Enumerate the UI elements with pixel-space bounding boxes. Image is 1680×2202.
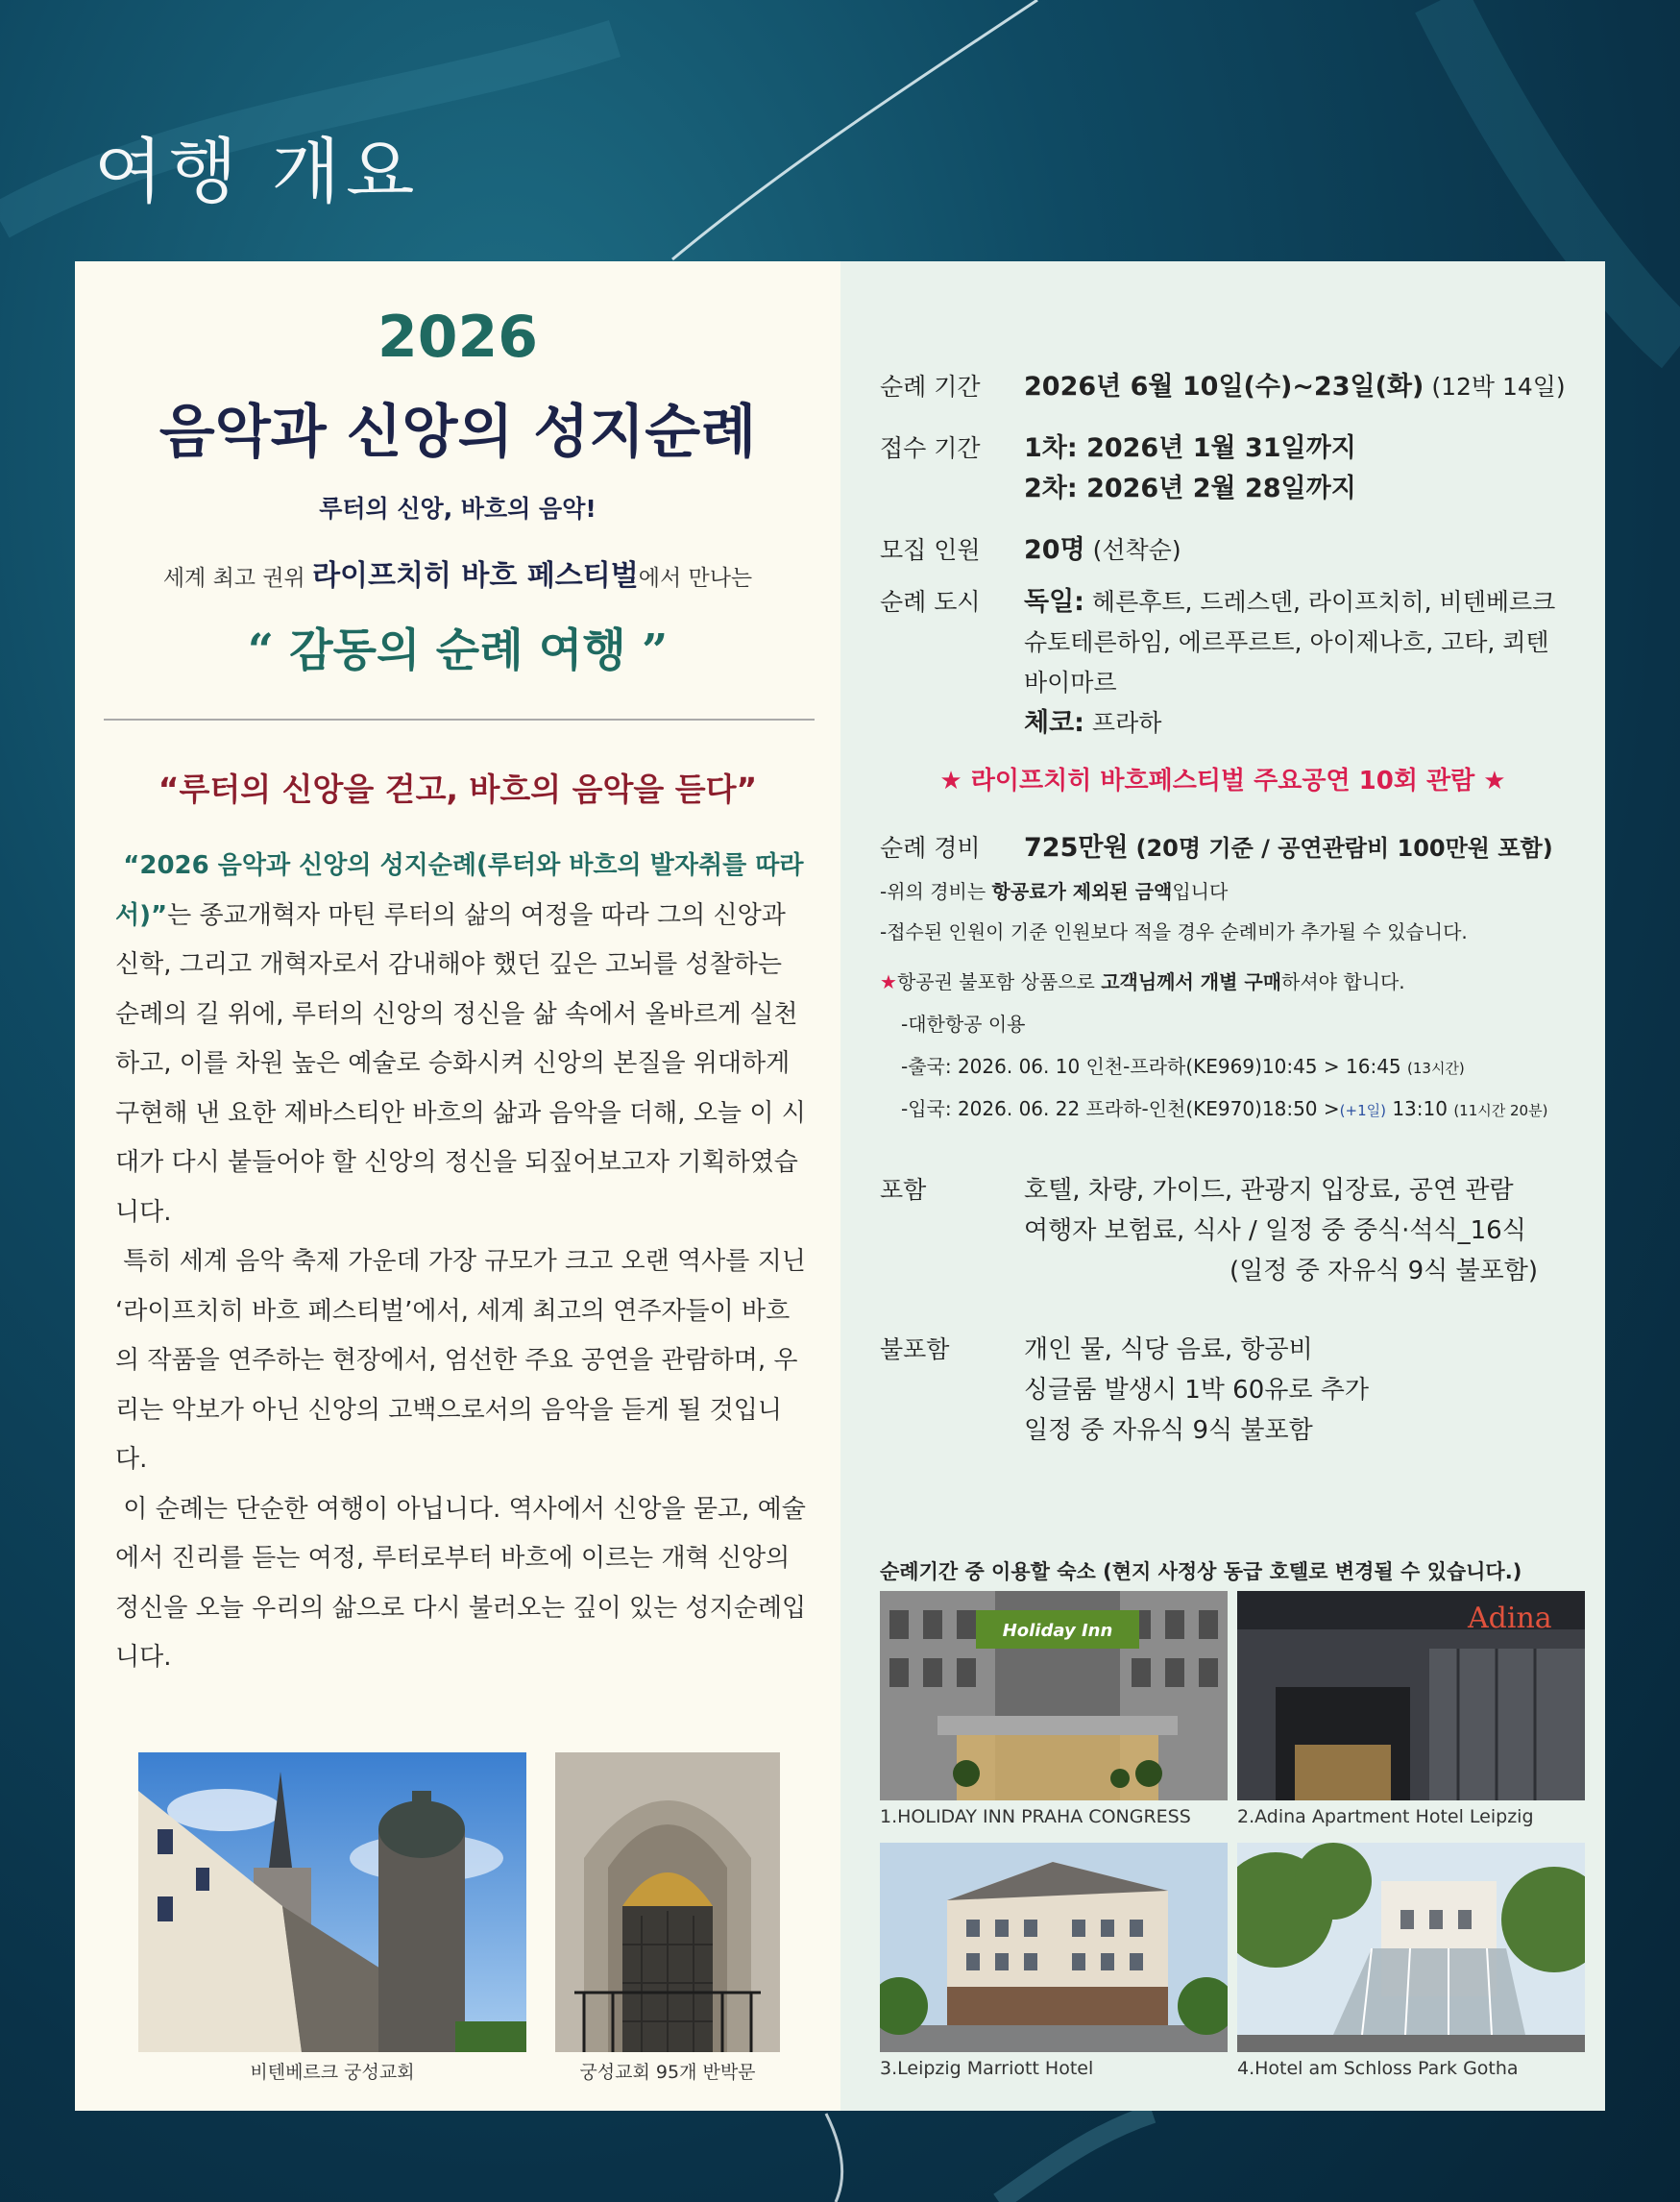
hotel-2-caption: 2.Adina Apartment Hotel Leipzig <box>1237 1806 1534 1827</box>
registration-label: 접수 기간 <box>880 434 981 462</box>
tagline: 루터의 신앙, 바흐의 음악! <box>319 495 597 523</box>
included-line-1: 호텔, 차량, 가이드, 관광지 입장료, 공연 관람 <box>1024 1176 1514 1205</box>
included-line-3: (일정 중 자유식 9식 불포함) <box>1230 1257 1539 1285</box>
cost-note: (20명 기준 / 공연관람비 100만원 포함) <box>1135 835 1553 862</box>
inbound-arrival: 13:10 <box>1385 1097 1448 1120</box>
inbound-route: -입국: 2026. 06. 22 프라하-인천(KE970) <box>901 1097 1262 1120</box>
inbound-flight <box>901 1093 1547 1121</box>
hotel-4-photo <box>1237 1843 1585 2052</box>
airline-note: -대한항공 이용 <box>901 1013 1026 1036</box>
hotel-3-illustration <box>880 1843 1228 2052</box>
cost-row <box>880 828 1553 869</box>
airfare-notice-c: 하셔야 합니다. <box>1281 970 1405 993</box>
paragraph-3 <box>115 1485 807 1683</box>
registration-row <box>880 428 1356 509</box>
hotel-2-sign: Adina <box>1468 1602 1552 1635</box>
headline: “ 감동의 순례 여행 ” <box>247 624 669 677</box>
hotels-heading: 순례기간 중 이용할 숙소 (현지 사정상 동급 호텔로 변경될 수 있습니다.) <box>880 1560 1522 1583</box>
inbound-duration: (11시간 20분) <box>1453 1102 1548 1119</box>
airfare-notice <box>880 966 1405 994</box>
period-row <box>880 367 1566 407</box>
registration-round-2: 2차: 2026년 2월 28일까지 <box>1024 474 1356 503</box>
paragraph-1 <box>115 842 807 1237</box>
page-title: 여행 개요 <box>94 131 421 213</box>
hotel-1-illustration <box>880 1591 1228 1800</box>
intro-panel <box>75 261 840 2111</box>
czech-label: 체코: <box>1024 708 1084 738</box>
airfare-star-icon: ★ <box>880 970 897 993</box>
excluded-line-1: 개인 물, 식당 음료, 항공비 <box>1024 1335 1313 1364</box>
germany-cities-line-1: 헤른후트, 드레스덴, 라이프치히, 비텐베르크 <box>1083 588 1556 616</box>
period-note: (12박 14일) <box>1431 373 1566 401</box>
airfare-notice-b: 고객님께서 개별 구매 <box>1101 970 1282 993</box>
subtitle-prefix: 세계 최고 권위 <box>162 566 305 591</box>
divider <box>104 719 815 721</box>
paragraph-2-text: 특히 세계 음악 축제 가운데 가장 규모가 크고 오랜 역사를 지닌 ‘라이프치히 바흐 페스티벌’에서, 세계 최고의 연주자들이 바흐의 작품을 연주하는 현장에서, 엄선한 주요 공연을 관람하며, 우리는 악보가 아닌 신앙의 고백으로서의 음악을 듣게 될 것입니다. <box>115 1247 806 1474</box>
airfare-notice-a: 항공권 불포함 상품으로 <box>896 970 1102 993</box>
hotel-1-photo <box>880 1591 1228 1800</box>
excluded-line-3: 일정 중 자유식 9식 불포함 <box>1024 1416 1313 1445</box>
festival-highlight: ★ 라이프치히 바흐페스티벌 주요공연 10회 관람 ★ <box>939 767 1506 795</box>
paragraph-2 <box>115 1237 807 1485</box>
people-value: 20명 <box>1024 535 1085 565</box>
hotel-2-photo <box>1237 1591 1585 1800</box>
excluded-label: 불포함 <box>880 1335 950 1363</box>
cost-note-1 <box>880 876 1228 904</box>
outbound-flight <box>901 1051 1465 1079</box>
cities-label: 순례 도시 <box>880 588 981 616</box>
inbound-plus-day: (+1일) <box>1339 1102 1386 1119</box>
castle-church-illustration <box>138 1752 526 2052</box>
included-row <box>880 1170 1538 1291</box>
outbound-route: -출국: 2026. 06. 10 인천-프라하(KE969) <box>901 1055 1262 1078</box>
hotel-3-caption: 3.Leipzig Marriott Hotel <box>880 2058 1094 2079</box>
registration-round-1: 1차: 2026년 1월 31일까지 <box>1024 433 1356 463</box>
hotel-1-caption: 1.HOLIDAY INN PRAHA CONGRESS <box>880 1806 1191 1827</box>
castle-church-caption: 비텐베르크 궁성교회 <box>250 2062 415 2083</box>
excluded-row <box>880 1330 1369 1451</box>
included-line-2: 여행자 보험료, 식사 / 일정 중 중식·석식_16식 <box>1024 1216 1526 1245</box>
castle-church-photo <box>138 1752 526 2052</box>
hotel-3-photo <box>880 1843 1228 2052</box>
germany-label: 독일: <box>1024 587 1084 617</box>
people-label: 모집 인원 <box>880 536 981 564</box>
people-row <box>880 530 1181 571</box>
period-value: 2026년 6월 10일(수)~23일(화) <box>1024 372 1424 402</box>
period-label: 순례 기간 <box>880 373 981 401</box>
main-title: 음악과 신앙의 성지순례 <box>158 399 757 466</box>
czech-cities: 프라하 <box>1083 709 1162 737</box>
included-label: 포함 <box>880 1176 927 1204</box>
paragraph-3-text: 이 순례는 단순한 여행이 아닙니다. 역사에서 신앙을 묻고, 예술에서 진리를 듣는 여정, 루터로부터 바흐에 이르는 개혁 신앙의 정신을 오늘 우리의 삶으로 다시 불러오는 깊이 있는 성지순례입니다. <box>115 1494 807 1672</box>
festival-name: 라이프치히 바흐 페스티벌 <box>312 559 639 593</box>
cost-note-2: -접수된 인원이 기준 인원보다 적을 경우 순례비가 추가될 수 있습니다. <box>880 920 1468 943</box>
outbound-time: 10:45 > 16:45 <box>1261 1055 1401 1078</box>
hotel-4-illustration <box>1237 1843 1585 2052</box>
cost-label: 순례 경비 <box>880 834 981 862</box>
germany-cities-line-3: 바이마르 <box>1024 669 1117 697</box>
hotel-4-caption: 4.Hotel am Schloss Park Gotha <box>1237 2058 1519 2079</box>
outbound-duration: (13시간) <box>1407 1060 1465 1077</box>
excluded-line-2: 싱글룸 발생시 1박 60유로 추가 <box>1024 1376 1369 1405</box>
cost-note-1-b: 항공료가 제외된 금액 <box>991 880 1173 903</box>
subtitle-suffix: 에서 만나는 <box>638 566 753 591</box>
cities-row <box>880 582 1555 744</box>
germany-cities-line-2: 슈토테른하임, 에르푸르트, 아이제나흐, 고타, 쾨텐 <box>1024 628 1549 656</box>
inbound-departure: 18:50 > <box>1261 1097 1340 1120</box>
cost-value: 725만원 <box>1024 833 1129 863</box>
details-panel <box>840 261 1605 2111</box>
people-note: (선착순) <box>1092 536 1181 564</box>
thesis-door-caption: 궁성교회 95개 반박문 <box>579 2062 756 2083</box>
thesis-door-photo <box>555 1752 780 2052</box>
paragraph-1-rest: 는 종교개혁자 마틴 루터의 삶의 여정을 따라 그의 신앙과 신학, 그리고 개혁자로서 감내해야 했던 깊은 고뇌를 성찰하는 순례의 길 위에, 루터의 신앙의 정신을 삶 속에서 올바르게 실천하고, 이를 차원 높은 예술로 승화시켜 신앙의 본질을 위대하게 구현해 낸 요한 제바스티안 바흐의 삶과 음악을 더해, 오늘 이 시대가 다시 붙들어야 할 신앙의 정신을 되짚어보고자 기획하였습니다. <box>115 900 806 1227</box>
paragraph-1-highlight: “2026 음악과 신앙의 성지순례(루터와 바흐의 발자취를 따라서)” <box>115 851 804 930</box>
cost-note-1-a: -위의 경비는 <box>880 880 992 903</box>
hotel-2-illustration <box>1237 1591 1585 1800</box>
thesis-door-illustration <box>555 1752 780 2052</box>
festival-subtitle <box>75 551 840 594</box>
year-heading: 2026 <box>377 304 538 371</box>
intro-body <box>115 842 807 1683</box>
quote-heading: “루터의 신앙을 걷고, 바흐의 음악을 듣다” <box>158 771 758 808</box>
hotel-1-sign: Holiday Inn <box>1002 1621 1113 1641</box>
cost-note-1-c: 입니다 <box>1172 880 1229 903</box>
